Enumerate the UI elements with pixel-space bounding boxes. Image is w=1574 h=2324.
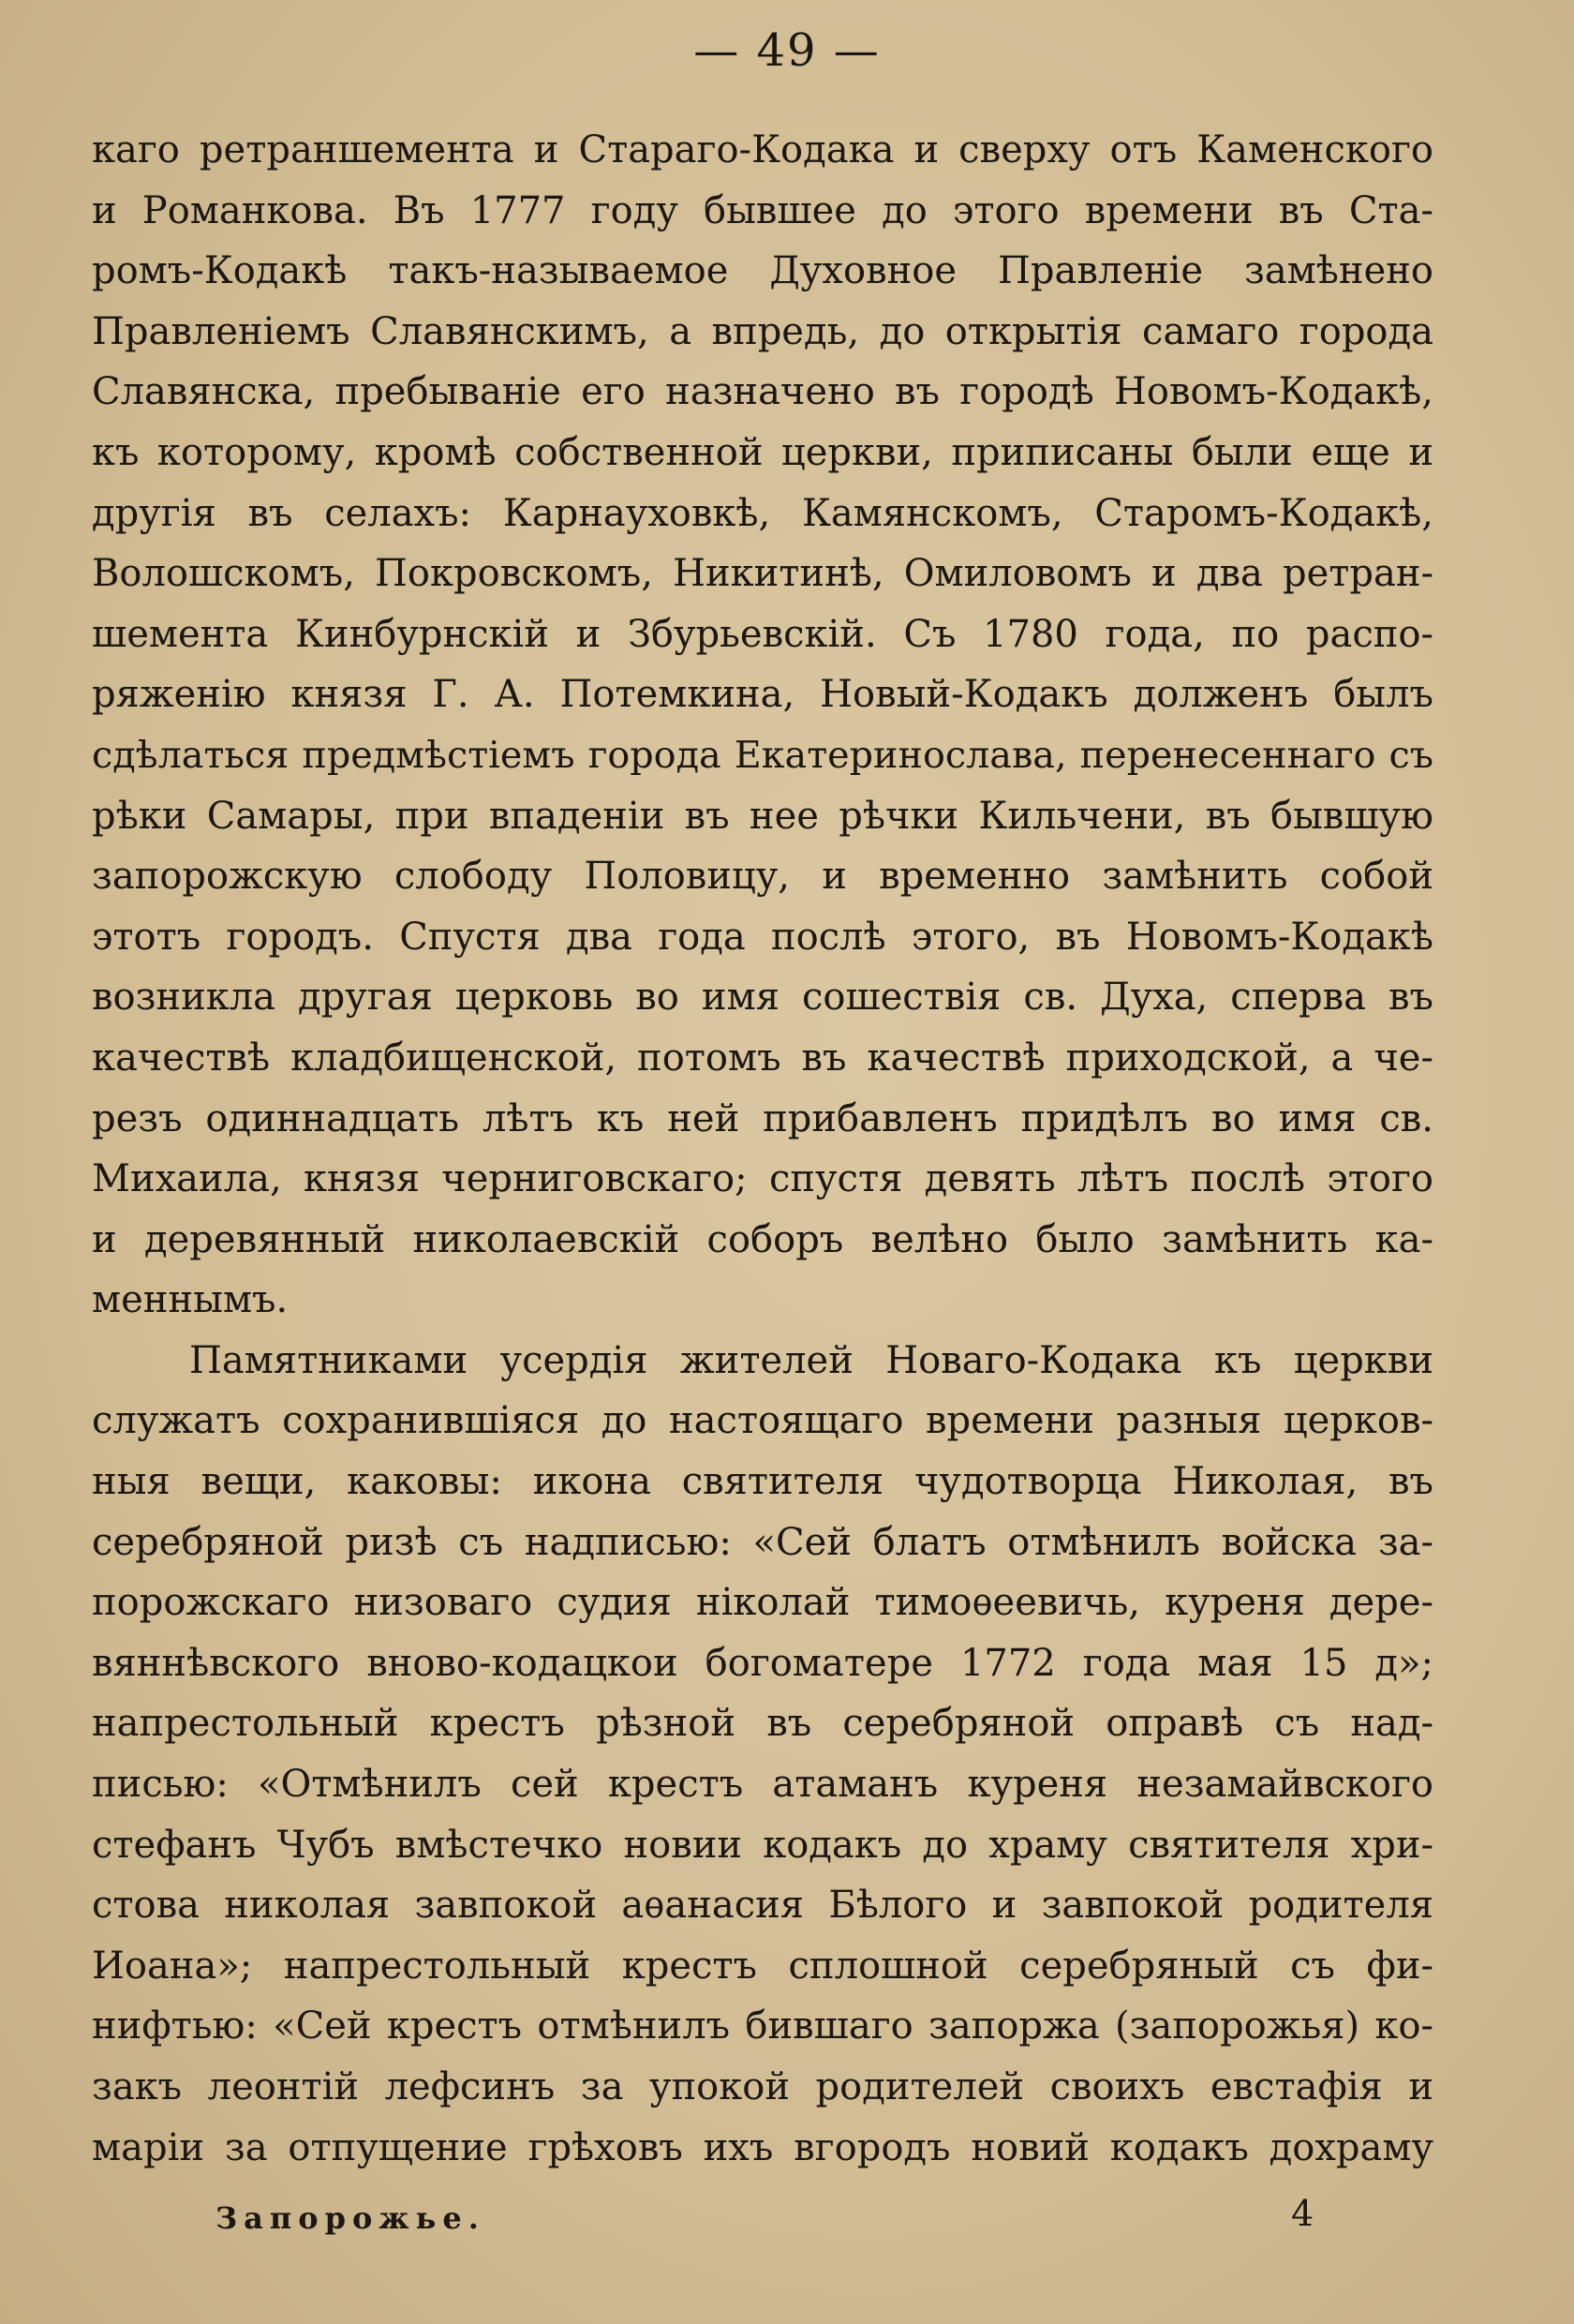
text-line: служатъ сохранившіяся до настоящаго времени разныя церков-: [92, 1399, 1433, 1443]
text-line: Волошскомъ, Покровскомъ, Никитинѣ, Омиловомъ и два ретран-: [92, 552, 1433, 596]
text-line: Правленіемъ Славянскимъ, а впредь, до открытія самаго города: [92, 309, 1433, 353]
text-line: порожскаго низоваго судия ніколай тимоѳеевичь, куреня дере-: [92, 1581, 1433, 1625]
text-line: Славянска, пребываніе его назначено въ городѣ Новомъ-Кодакѣ,: [92, 370, 1433, 414]
page-number: — 49 —: [693, 24, 881, 77]
text-line: ряженію князя Г. А. Потемкина, Новый-Кодакъ долженъ былъ: [92, 673, 1433, 717]
text-line: и деревянный николаевскій соборъ велѣно было замѣнить ка-: [92, 1217, 1433, 1261]
text-line: стова николая завпокой аѳанасия Бѣлого и завпокой родителя: [92, 1884, 1433, 1928]
signature-number: 4: [1291, 2193, 1314, 2234]
body-text: [92, 120, 1433, 2178]
text-line: возникла другая церковь во имя сошествія св. Духа, сперва въ: [92, 976, 1433, 1020]
text-line: сдѣлаться предмѣстіемъ города Екатеринослава, перенесеннаго съ: [92, 733, 1433, 777]
text-line: къ которому, кромѣ собственной церкви, приписаны были еще и: [92, 430, 1433, 474]
text-line: другія въ селахъ: Карнауховкѣ, Камянскомъ, Старомъ-Кодакѣ,: [92, 491, 1433, 535]
signature-mark: Запорожье.: [215, 2200, 485, 2236]
text-line: запорожскую слободу Половицу, и временно замѣнить собой: [92, 855, 1433, 899]
text-line: напрестольный крестъ рѣзной въ серебряной оправѣ съ над-: [92, 1702, 1433, 1746]
text-line: каго ретраншемента и Стараго-Кодака и сверху отъ Каменского: [92, 128, 1433, 171]
text-line: стефанъ Чубъ вмѣстечко новии кодакъ до храму святителя хри-: [92, 1823, 1433, 1867]
text-line: маріи за отпущение грѣховъ ихъ вгородъ новий кодакъ дохраму: [92, 2125, 1433, 2169]
text-line: этотъ городъ. Спустя два года послѣ этого, въ Новомъ-Кодакѣ: [92, 915, 1433, 959]
text-line: Иоана»; напрестольный крестъ сплошной серебряный съ фи-: [92, 1944, 1433, 1988]
text-line: качествѣ кладбищенской, потомъ въ качествѣ приходской, а че-: [92, 1035, 1433, 1080]
text-line: Михаила, князя черниговскаго; спустя девять лѣтъ послѣ этого: [92, 1157, 1433, 1201]
text-line: ныя вещи, каковы: икона святителя чудотворца Николая, въ: [92, 1460, 1433, 1504]
text-line: серебряной ризѣ съ надписью: «Сей блатъ отмѣнилъ войска за-: [92, 1520, 1433, 1564]
text-line: вяннѣвского вново-кодацкои богоматере 1772 года мая 15 д»;: [92, 1641, 1433, 1685]
text-line: резъ одиннадцать лѣтъ къ ней прибавленъ придѣлъ во имя св.: [92, 1096, 1433, 1140]
text-line: нифтью: «Сей крестъ отмѣнилъ бившаго запоржа (запорожья) ко-: [92, 2004, 1433, 2048]
text-line: Памятниками усердія жителей Новаго-Кодака къ церкви: [189, 1338, 1433, 1382]
text-line: ромъ-Кодакѣ такъ-называемое Духовное Правленіе замѣнено: [92, 249, 1433, 293]
text-line: рѣки Самары, при впаденіи въ нее рѣчки Кильчени, въ бывшую: [92, 794, 1433, 838]
text-line: писью: «Отмѣнилъ сей крестъ атаманъ куреня незамайвского: [92, 1763, 1433, 1807]
text-line: меннымъ.: [92, 1278, 289, 1322]
text-line: закъ леонтій лефсинъ за упокой родителей своихъ евстафія и: [92, 2065, 1433, 2108]
text-line: шемента Кинбурнскій и Збурьевскій. Съ 1780 года, по распо-: [92, 612, 1433, 656]
text-line: и Романкова. Въ 1777 году бывшее до этого времени въ Ста-: [92, 188, 1433, 232]
